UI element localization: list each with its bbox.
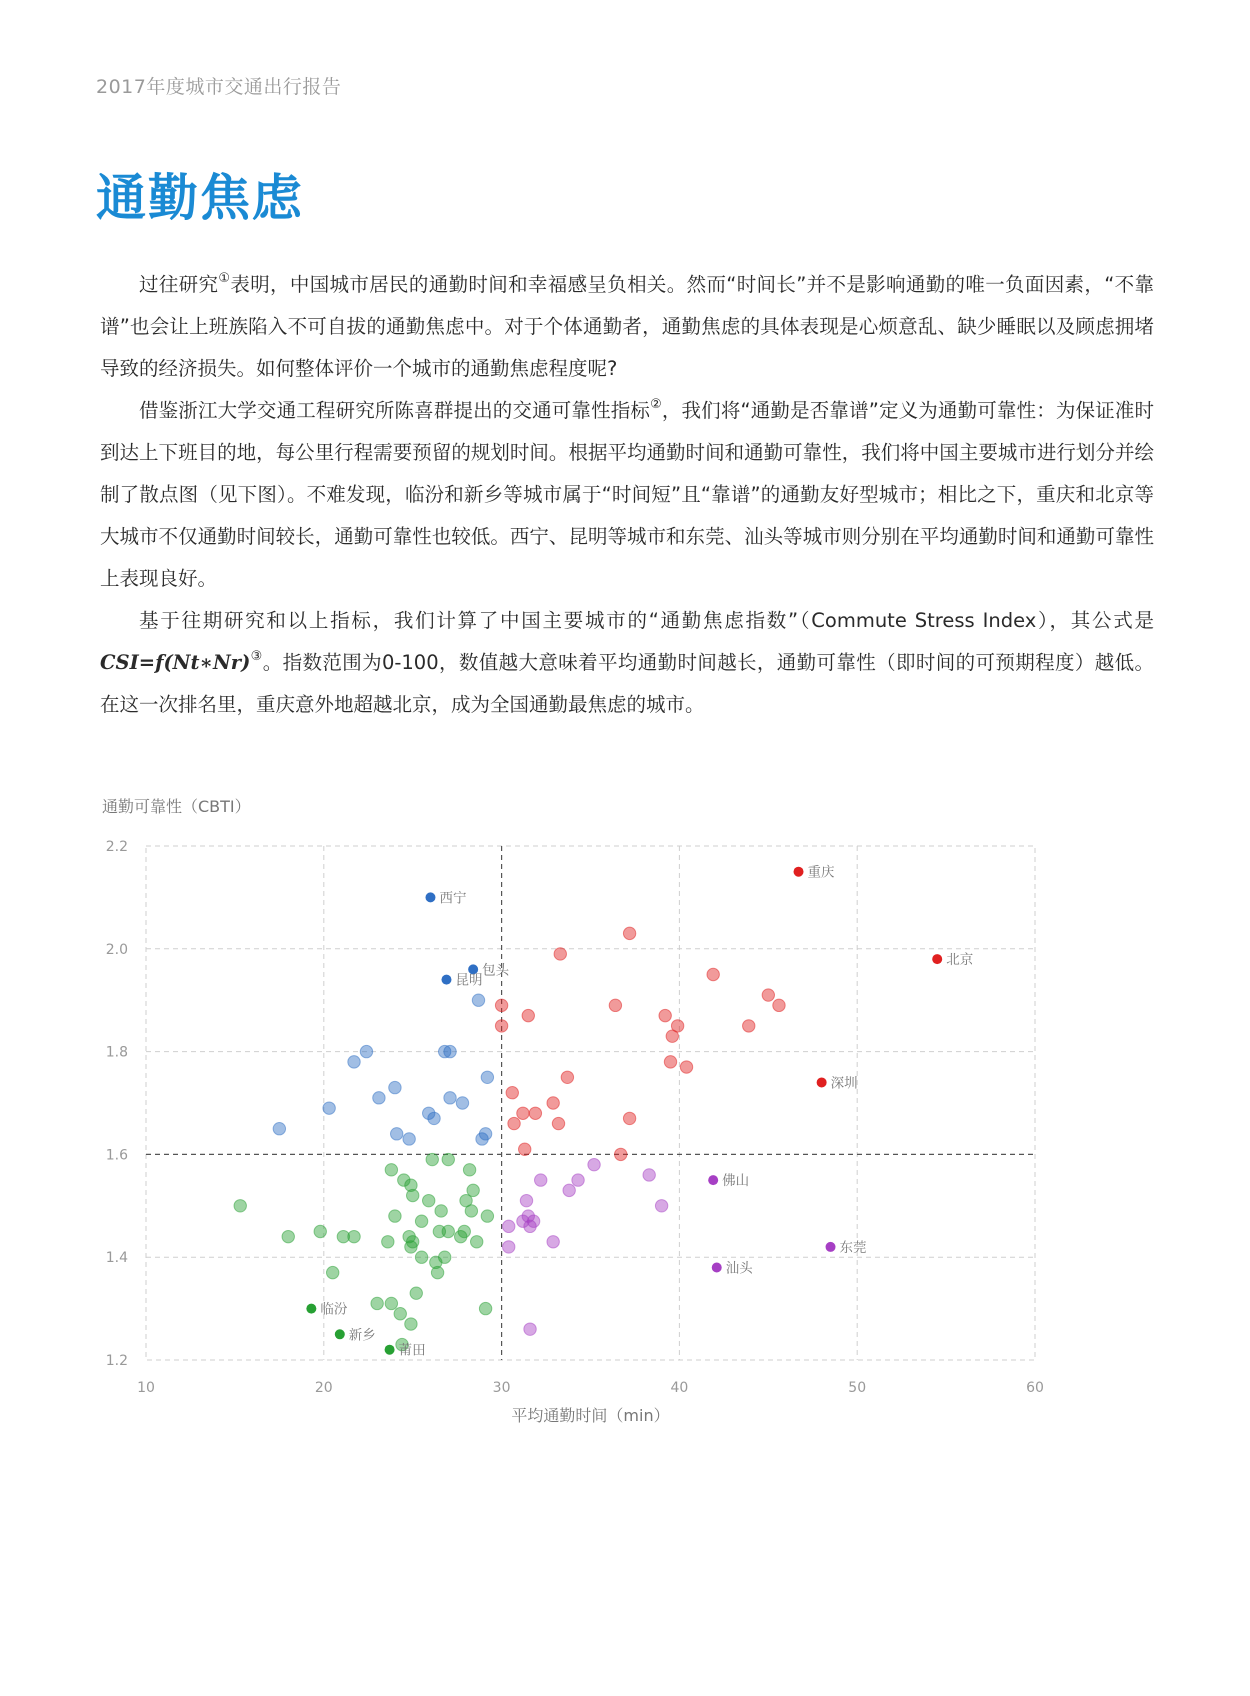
point-label: 西宁 [439,890,467,907]
data-point-purple [535,1174,547,1186]
p3-text-a: 基于往期研究和以上指标，我们计算了中国主要城市的“通勤焦虑指数”（Commute Stress Index），其公式是 [139,609,1154,632]
paragraph-1 [100,264,1154,390]
point-label: 包头 [482,962,510,979]
p1-text-b: 表明，中国城市居民的通勤时间和幸福感呈负相关。然而“时间长”并不是影响通勤的唯一负面因素，“不靠谱”也会让上班族陷入不可自拔的通勤焦虑中。对于个体通勤者，通勤焦虑的具体表现是心烦意乱、缺少睡眠以及顾虑拥堵导致的经济损失。如何整体评价一个城市的通勤焦虑程度呢? [100,273,1154,380]
x-tick-label: 30 [492,1380,511,1396]
p2-text-a: 借鉴浙江大学交通工程研究所陈喜群提出的交通可靠性指标 [139,399,651,422]
labeled-point-green [335,1329,345,1339]
csi-formula: CSI=f(Nt∗Nr) [100,651,251,674]
data-point-purple [547,1236,559,1248]
data-point-green [423,1194,435,1206]
data-point-red [615,1148,627,1160]
point-label: 佛山 [722,1173,750,1190]
data-point-blue [273,1123,285,1135]
data-point-blue [476,1133,488,1145]
data-point-red [552,1117,564,1129]
data-point-blue [428,1112,440,1124]
y-tick-label: 1.2 [105,1353,128,1369]
data-point-blue [444,1045,456,1057]
data-point-red [519,1143,531,1155]
data-point-green [394,1308,406,1320]
data-point-green [479,1302,491,1314]
data-point-purple [503,1241,515,1253]
data-point-green [234,1200,246,1212]
data-point-purple [655,1200,667,1212]
x-tick-label: 50 [848,1380,867,1396]
data-point-purple [503,1220,515,1232]
y-tick-label: 1.6 [105,1147,128,1164]
data-point-blue [403,1133,415,1145]
data-point-green [481,1210,493,1222]
data-point-green [415,1251,427,1263]
data-point-green [465,1205,477,1217]
paragraph-3 [100,600,1154,726]
data-point-green [463,1164,475,1176]
data-point-red [666,1030,678,1042]
data-point-blue [444,1092,456,1104]
labeled-point-red [817,1077,827,1087]
data-point-green [371,1297,383,1309]
chart-points [234,864,942,1355]
data-point-red [762,989,774,1001]
running-header: 2017年度城市交通出行报告 [96,76,342,98]
scatter-chart-svg [100,786,1160,1466]
body-text [100,264,1154,726]
data-point-green [389,1210,401,1222]
labeled-point-green [385,1345,395,1355]
data-point-purple [563,1184,575,1196]
p1-text-a: 过往研究 [139,273,219,296]
data-point-green [431,1266,443,1278]
labeled-point-purple [826,1242,836,1252]
data-point-blue [348,1056,360,1068]
data-point-green [405,1241,417,1253]
point-label: 汕头 [725,1260,753,1277]
data-point-red [517,1107,529,1119]
data-point-blue [481,1071,493,1083]
labeled-point-purple [708,1175,718,1185]
chart-tick-labels [106,839,1044,1396]
data-point-red [508,1117,520,1129]
data-point-green [326,1266,338,1278]
data-point-red [561,1071,573,1083]
labeled-point-blue [441,975,451,985]
data-point-red [609,999,621,1011]
y-axis-label: 通勤可靠性（CBTI） [102,797,251,816]
labeled-point-red [932,954,942,964]
point-label: 东莞 [839,1239,867,1256]
data-point-red [680,1061,692,1073]
data-point-red [773,999,785,1011]
data-point-purple [572,1174,584,1186]
point-label: 临汾 [320,1301,348,1318]
x-axis-label: 平均通勤时间（min） [511,1406,670,1425]
data-point-red [506,1087,518,1099]
data-point-green [405,1318,417,1330]
point-label: 昆明 [455,972,483,989]
footnote-ref-3: ③ [250,649,263,664]
p3-text-b: 。指数范围为0-100，数值越大意味着平均通勤时间越长，通勤可靠性（即时间的可预期程度）越低。在这一次排名里，重庆意外地超越北京，成为全国通勤最焦虑的城市。 [100,651,1154,716]
data-point-blue [389,1081,401,1093]
point-label: 莆田 [398,1342,426,1359]
data-point-green [382,1236,394,1248]
point-label: 重庆 [807,864,835,881]
data-point-green [435,1205,447,1217]
data-point-green [442,1153,454,1165]
footnote-ref-2: ② [650,397,662,412]
data-point-green [415,1215,427,1227]
data-point-red [495,999,507,1011]
data-point-red [529,1107,541,1119]
point-label: 新乡 [348,1327,376,1344]
data-point-green [471,1236,483,1248]
data-point-green [282,1230,294,1242]
page-title: 通勤焦虑 [96,169,304,227]
footnote-ref-1: ① [218,271,231,286]
data-point-red [547,1097,559,1109]
x-tick-label: 20 [314,1380,333,1396]
data-point-red [522,1009,534,1021]
data-point-green [385,1164,397,1176]
data-point-green [314,1225,326,1237]
data-point-blue [360,1045,372,1057]
data-point-red [623,1112,635,1124]
data-point-red [554,948,566,960]
data-point-red [664,1056,676,1068]
data-point-red [707,968,719,980]
paragraph-2 [100,390,1154,600]
data-point-blue [373,1092,385,1104]
y-tick-label: 2.2 [105,839,128,855]
data-point-red [495,1020,507,1032]
labeled-point-blue [425,892,435,902]
labeled-point-green [306,1304,316,1314]
data-point-blue [472,994,484,1006]
data-point-blue [456,1097,468,1109]
y-tick-label: 2.0 [105,941,128,958]
labeled-point-purple [712,1262,722,1272]
point-label: 深圳 [830,1075,858,1092]
plot-border [146,846,1035,1360]
chart-point-labels [320,865,973,1359]
data-point-red [623,927,635,939]
data-point-purple [524,1323,536,1335]
point-label: 北京 [946,952,974,969]
data-point-purple [524,1220,536,1232]
y-tick-label: 1.4 [105,1250,128,1267]
data-point-green [426,1153,438,1165]
y-tick-label: 1.8 [105,1044,128,1061]
data-point-green [410,1287,422,1299]
x-tick-label: 40 [670,1380,689,1396]
data-point-green [455,1230,467,1242]
data-point-green [442,1225,454,1237]
data-point-blue [390,1128,402,1140]
data-point-purple [643,1169,655,1181]
data-point-purple [588,1158,600,1170]
labeled-point-red [794,867,804,877]
data-point-blue [323,1102,335,1114]
p2-text-b: ，我们将“通勤是否靠谱”定义为通勤可靠性：为保证准时到达上下班目的地，每公里行程需要预留的规划时间。根据平均通勤时间和通勤可靠性，我们将中国主要城市进行划分并绘制了散点图（见下图）。不难发现，临汾和新乡等城市属于“时间短”且“靠谱”的通勤友好型城市；相比之下，重庆和北京等大城市不仅通勤时间较长，通勤可靠性也较低。西宁、昆明等城市和东莞、汕头等城市则分别在平均通勤时间和通勤可靠性上表现良好。 [100,399,1154,590]
x-tick-label: 10 [137,1380,155,1396]
data-point-purple [520,1194,532,1206]
data-point-green [385,1297,397,1309]
chart-grid [146,846,1035,1360]
data-point-green [348,1230,360,1242]
data-point-green [407,1189,419,1201]
data-point-red [659,1009,671,1021]
data-point-red [743,1020,755,1032]
x-tick-label: 60 [1026,1380,1044,1396]
scatter-chart [100,786,1160,1466]
